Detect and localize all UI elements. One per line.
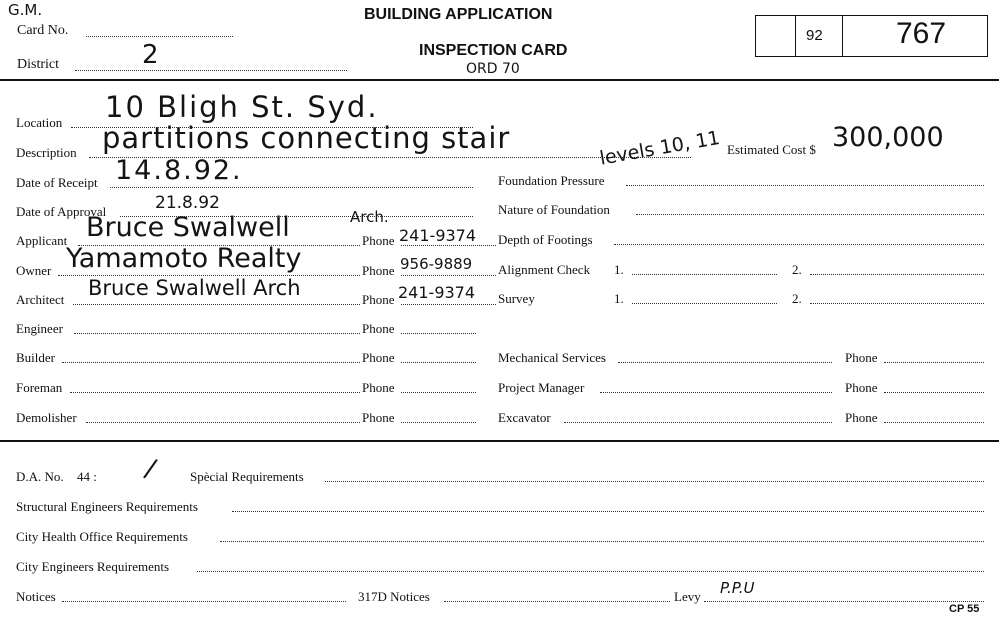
- location-label: Location: [16, 115, 63, 130]
- engineer-field[interactable]: [74, 333, 360, 334]
- special-requirements-field[interactable]: [325, 481, 984, 482]
- description-label: Description: [16, 145, 77, 160]
- architect-phone-label: Phone: [362, 292, 395, 307]
- survey-num-2: 2.: [792, 291, 802, 306]
- survey-num-1: 1.: [614, 291, 624, 306]
- project-manager-label: Project Manager: [498, 380, 585, 395]
- architect-value: Bruce Swalwell Arch: [88, 276, 301, 300]
- card-no-label: Card No.: [17, 23, 69, 38]
- card-number-small: 92: [806, 27, 823, 44]
- date-of-approval-value: 21.8.92: [155, 193, 220, 213]
- nature-of-foundation-label: Nature of Foundation: [498, 202, 610, 217]
- excavator-phone-field[interactable]: [884, 422, 984, 423]
- demolisher-phone-field[interactable]: [401, 422, 476, 423]
- structural-engineers-field[interactable]: [232, 511, 984, 512]
- notices-317d-label: 317D Notices: [358, 589, 430, 604]
- card-no-field[interactable]: [86, 36, 233, 37]
- nature-of-foundation-field[interactable]: [636, 214, 984, 215]
- alignment-check-num-2: 2.: [792, 262, 802, 277]
- architect-phone-field[interactable]: [401, 304, 496, 305]
- engineer-phone-field[interactable]: [401, 333, 476, 334]
- applicant-label: Applicant: [16, 233, 68, 248]
- depth-of-footings-field[interactable]: [614, 244, 984, 245]
- applicant-phone-field[interactable]: [401, 245, 496, 246]
- owner-phone-field[interactable]: [401, 275, 496, 276]
- survey-label: Survey: [498, 291, 535, 306]
- handwritten-ord: ORD 70: [466, 61, 520, 77]
- levy-value: P.P.U: [720, 579, 755, 597]
- demolisher-phone-label: Phone: [362, 410, 395, 425]
- engineer-label: Engineer: [16, 321, 63, 336]
- estimated-cost-value: 300,000: [832, 122, 944, 153]
- mechanical-services-label: Mechanical Services: [498, 350, 606, 365]
- demolisher-label: Demolisher: [16, 410, 77, 425]
- excavator-label: Excavator: [498, 410, 551, 425]
- section-rule: [0, 440, 999, 442]
- foreman-label: Foreman: [16, 380, 63, 395]
- foreman-field[interactable]: [70, 392, 360, 393]
- foundation-pressure-label: Foundation Pressure: [498, 173, 605, 188]
- handwritten-district: 2: [142, 40, 159, 70]
- alignment-check-label: Alignment Check: [498, 262, 591, 277]
- da-no-value: 44 :: [77, 469, 97, 484]
- owner-phone-value: 956-9889: [400, 255, 473, 273]
- architect-phone-value: 241-9374: [398, 283, 476, 302]
- project-manager-field[interactable]: [600, 392, 832, 393]
- form-title: BUILDING APPLICATION: [364, 6, 553, 23]
- da-no-label: D.A. No.: [16, 469, 64, 484]
- foreman-phone-label: Phone: [362, 380, 395, 395]
- survey-field-2[interactable]: [810, 303, 984, 304]
- project-manager-phone-field[interactable]: [884, 392, 984, 393]
- form-subtitle: INSPECTION CARD: [419, 42, 568, 59]
- applicant-phone-value: 241-9374: [399, 226, 477, 245]
- owner-value: Yamamoto Realty: [66, 243, 302, 274]
- foreman-phone-field[interactable]: [401, 392, 476, 393]
- date-of-receipt-value: 14.8.92.: [115, 155, 243, 186]
- excavator-phone-label: Phone: [845, 410, 878, 425]
- excavator-field[interactable]: [564, 422, 832, 423]
- box-divider-1: [795, 16, 796, 56]
- date-of-approval-label: Date of Approval: [16, 204, 107, 219]
- applicant-phone-label: Phone: [362, 233, 395, 248]
- structural-engineers-label: Structural Engineers Requirements: [16, 499, 198, 514]
- city-engineers-field[interactable]: [197, 571, 984, 572]
- alignment-check-field-2[interactable]: [810, 274, 984, 275]
- levy-field[interactable]: [704, 601, 984, 602]
- architect-label: Architect: [16, 292, 65, 307]
- depth-of-footings-label: Depth of Footings: [498, 232, 593, 247]
- engineer-phone-label: Phone: [362, 321, 395, 336]
- alignment-check-num-1: 1.: [614, 262, 624, 277]
- architect-field[interactable]: [73, 304, 360, 305]
- card-number-box: [755, 15, 988, 57]
- owner-phone-label: Phone: [362, 263, 395, 278]
- mechanical-services-field[interactable]: [618, 362, 832, 363]
- district-label: District: [17, 57, 59, 72]
- date-of-receipt-field[interactable]: [110, 187, 473, 188]
- survey-field-1[interactable]: [632, 303, 777, 304]
- builder-label: Builder: [16, 350, 55, 365]
- applicant-suffix: Arch.: [350, 208, 389, 226]
- builder-phone-field[interactable]: [401, 362, 476, 363]
- levy-label: Levy: [674, 589, 701, 604]
- mechanical-services-phone-field[interactable]: [884, 362, 984, 363]
- date-of-receipt-label: Date of Receipt: [16, 175, 98, 190]
- district-field[interactable]: [75, 70, 347, 71]
- applicant-value: Bruce Swalwell: [86, 212, 290, 243]
- city-health-field[interactable]: [220, 541, 984, 542]
- notices-317d-field[interactable]: [444, 601, 670, 602]
- form-code: CP 55: [949, 603, 980, 615]
- notices-label: Notices: [16, 589, 56, 604]
- builder-phone-label: Phone: [362, 350, 395, 365]
- estimated-cost-label: Estimated Cost $: [727, 142, 816, 157]
- foundation-pressure-field[interactable]: [626, 185, 984, 186]
- da-no-mark: /: [141, 453, 160, 485]
- description-value: partitions connecting stair: [102, 121, 511, 155]
- owner-label: Owner: [16, 263, 52, 278]
- project-manager-phone-label: Phone: [845, 380, 878, 395]
- alignment-check-field-1[interactable]: [632, 274, 777, 275]
- location-value: 10 Bligh St. Syd.: [105, 90, 379, 124]
- box-divider-2: [842, 16, 843, 56]
- demolisher-field[interactable]: [86, 422, 360, 423]
- header-rule: [0, 79, 999, 81]
- special-requirements-label: Spècial Requirements: [190, 469, 304, 484]
- city-engineers-label: City Engineers Requirements: [16, 559, 170, 574]
- notices-field[interactable]: [62, 601, 346, 602]
- handwritten-gm: G.M.: [8, 1, 43, 19]
- description-levels: levels 10, 11: [598, 126, 722, 170]
- city-health-label: City Health Office Requirements: [16, 529, 188, 544]
- builder-field[interactable]: [62, 362, 360, 363]
- mechanical-services-phone-label: Phone: [845, 350, 878, 365]
- card-number-large: 767: [896, 17, 947, 50]
